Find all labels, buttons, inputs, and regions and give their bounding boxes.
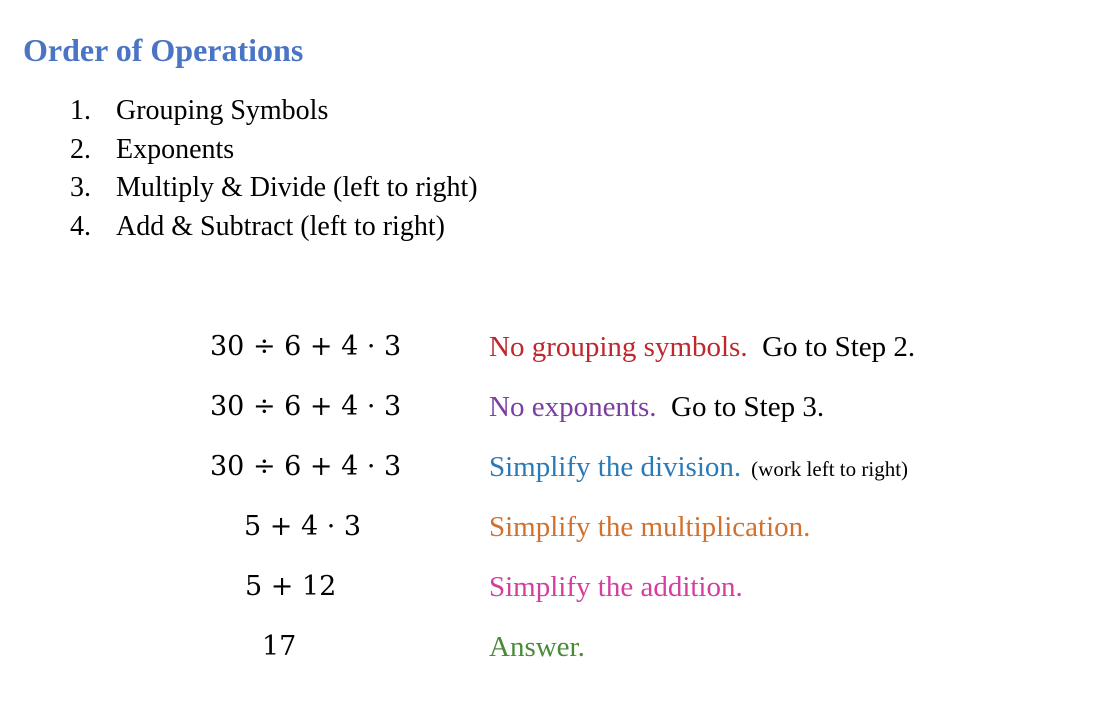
math-expression: 30 ÷ 6 + 4 · 3 [210, 451, 402, 482]
work-row [0, 322, 1106, 372]
note-small-text: (work left to right) [751, 457, 909, 481]
step-number: 3. [70, 172, 91, 203]
note-text: Simplify the multiplication. [489, 511, 811, 543]
math-expression: 5 + 12 [245, 571, 337, 602]
math-expression: 30 ÷ 6 + 4 · 3 [210, 331, 402, 362]
step-label: Multiply & Divide (left to right) [116, 172, 478, 203]
step-item [70, 92, 478, 131]
work-row [0, 382, 1106, 432]
step-note [489, 328, 915, 366]
work-row [0, 622, 1106, 672]
note-extra-text: Go to Step 3. [671, 391, 825, 423]
step-note [489, 628, 585, 666]
math-expression: 30 ÷ 6 + 4 · 3 [210, 391, 402, 422]
step-note [489, 508, 810, 546]
step-item [70, 208, 478, 247]
page-title: Order of Operations [23, 32, 304, 68]
step-note [489, 388, 824, 426]
step-item [70, 131, 478, 170]
note-text: No grouping symbols. [489, 331, 748, 363]
note-text: Simplify the division. [489, 451, 742, 483]
step-number: 1. [70, 95, 91, 126]
note-extra-text: Go to Step 2. [762, 331, 916, 363]
work-row [0, 502, 1106, 552]
work-row [0, 442, 1106, 492]
note-text: No exponents. [489, 391, 657, 423]
step-number: 4. [70, 210, 91, 242]
note-text: Answer. [489, 631, 585, 663]
step-label: Exponents [116, 133, 235, 165]
math-expression: 5 + 4 · 3 [244, 511, 362, 542]
step-note [489, 448, 908, 488]
math-expression: 17 [262, 631, 297, 662]
steps-list [70, 92, 478, 246]
step-item [70, 169, 478, 208]
note-text: Simplify the addition. [489, 571, 743, 603]
step-label: Grouping Symbols [116, 95, 329, 126]
step-note [489, 568, 743, 606]
step-label: Add & Subtract (left to right) [116, 210, 445, 242]
work-row [0, 562, 1106, 612]
step-number: 2. [70, 133, 91, 165]
